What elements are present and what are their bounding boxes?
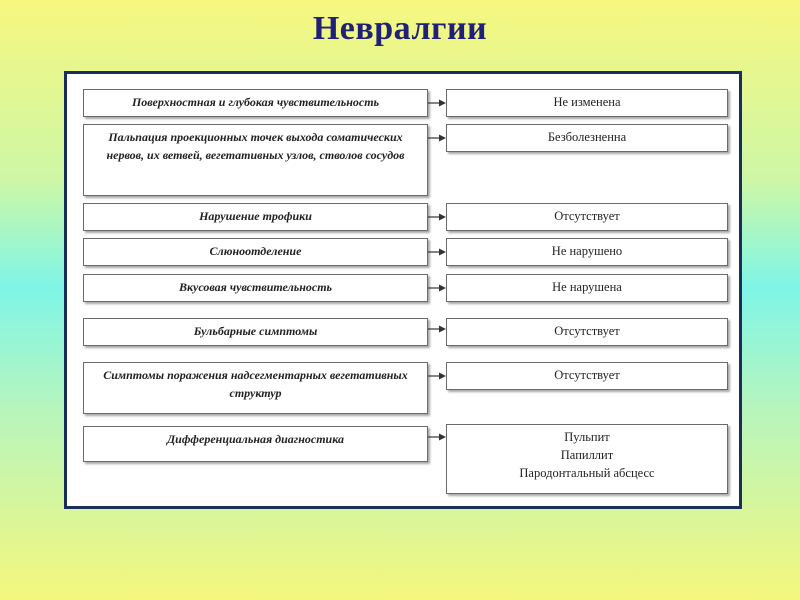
arrow-right-icon	[428, 324, 446, 334]
diagram-panel	[64, 71, 742, 509]
right-box	[446, 318, 728, 346]
left-box: Слюноотделение	[83, 238, 428, 266]
right-box	[446, 274, 728, 302]
arrow-right-icon	[428, 247, 446, 257]
arrow-right-icon	[428, 212, 446, 222]
right-box	[446, 89, 728, 117]
arrow-right-icon	[428, 432, 446, 442]
right-box	[446, 124, 728, 152]
left-box: Бульбарные симптомы	[83, 318, 428, 346]
arrow-right-icon	[428, 371, 446, 381]
result-line: Отсутствует	[554, 368, 620, 382]
result-line: Не нарушено	[551, 244, 623, 258]
result-line: Пульпит	[564, 430, 610, 444]
arrow-right-icon	[428, 98, 446, 108]
left-box: Дифференциальная диагностика	[83, 426, 428, 462]
right-box	[446, 203, 728, 231]
arrow-right-icon	[428, 133, 446, 143]
left-box: Нарушение трофики	[83, 203, 428, 231]
result-line: Пародонтальный абсцесс	[519, 466, 655, 480]
page-title: Невралгии	[312, 10, 488, 47]
left-box: Пальпация проекционных точек выхода соматических нервов, их ветвей, вегетативных узлов, стволов сосудов	[83, 124, 428, 196]
right-box	[446, 424, 728, 494]
result-line: Отсутствует	[554, 209, 620, 223]
right-box	[446, 362, 728, 390]
left-box: Поверхностная и глубокая чувствительность	[83, 89, 428, 117]
result-line: Папиллит	[560, 448, 614, 462]
result-line: Не нарушена	[552, 280, 622, 294]
left-box: Симптомы поражения надсегментарных вегетативных структур	[83, 362, 428, 414]
left-box: Вкусовая чувствительность	[83, 274, 428, 302]
result-line: Безболезненна	[547, 130, 627, 144]
result-line: Отсутствует	[554, 324, 620, 338]
arrow-right-icon	[428, 283, 446, 293]
right-box	[446, 238, 728, 266]
result-line: Не изменена	[553, 95, 621, 109]
